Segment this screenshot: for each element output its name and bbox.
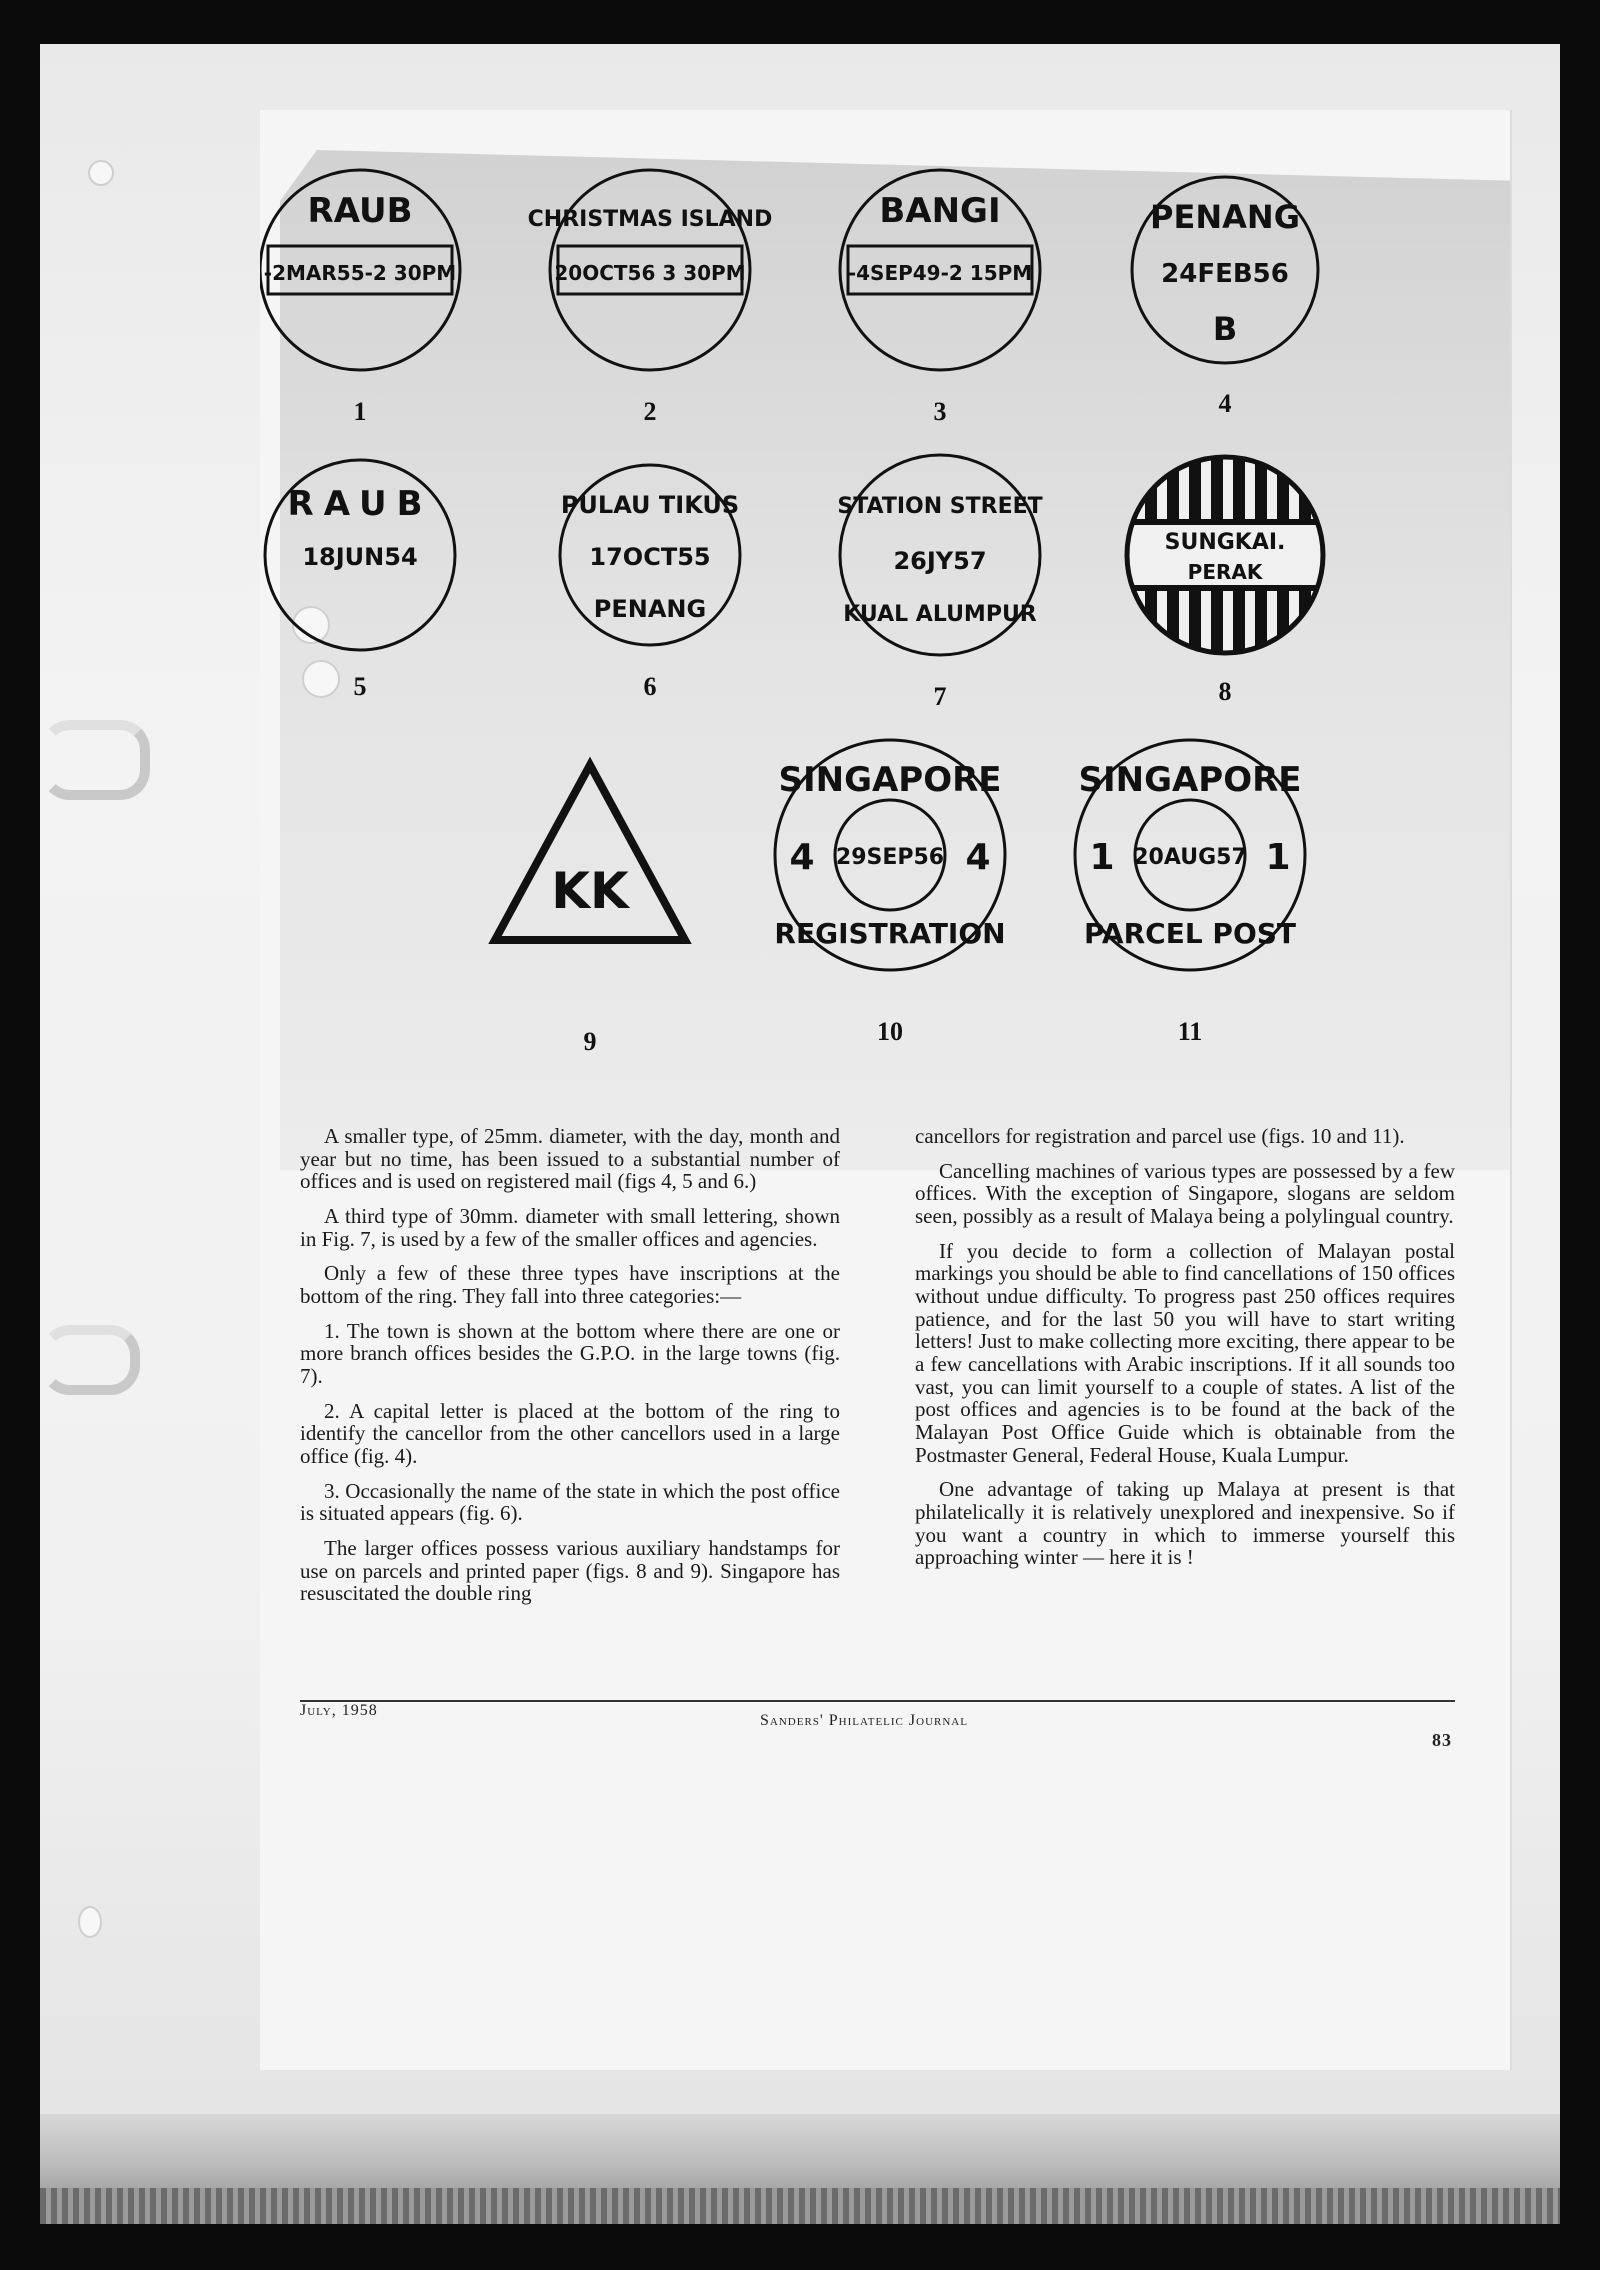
article-left-column xyxy=(300,1125,840,1617)
fig-6-state: PENANG xyxy=(593,595,707,623)
footer-journal: Sanders' Philatelic Journal xyxy=(760,1712,968,1729)
fig-8-state: PERAK xyxy=(1187,560,1263,584)
postmark-figures xyxy=(260,110,1510,1130)
postmark-fig-3 xyxy=(840,170,1040,426)
footer-rule xyxy=(300,1700,1455,1702)
postmark-fig-10 xyxy=(774,740,1005,1046)
fig-1-date: -2MAR55-2 30PM xyxy=(263,261,457,285)
postmark-svg xyxy=(260,110,1510,1130)
article-right-column xyxy=(915,1125,1455,1581)
fig-4-letter: B xyxy=(1212,310,1238,348)
paragraph: A smaller type, of 25mm. diameter, with the day, month and year but no time, has been issued to a substantial number of offices and is used on registered mail (figs 4, 5 and 6.) xyxy=(300,1124,840,1194)
paragraph: If you decide to form a collection of Malayan postal markings you should be able to find cancellations of 150 offices without undue difficulty. To progress past 250 offices requires patience, and for the last 50 you will have to start writing letters! Just to make collecting more exciting, there appear to be a few cancellations with Arabic inscriptions. If it all sounds too vast, you can limit yourself to a couple of states. A list of the post offices and agencies is to be found at the back of the Malayan Post Office Guide which is obtainable from the Postmaster General, Federal House, Kuala Lumpur. xyxy=(915,1238,1455,1467)
fig-5-number: 5 xyxy=(353,672,367,701)
fig-7-number: 7 xyxy=(933,682,947,711)
fig-11-top: SINGAPORE xyxy=(1078,760,1302,800)
postmark-fig-6 xyxy=(560,465,740,701)
paragraph: cancellors for registration and parcel use (figs. 10 and 11). xyxy=(915,1124,1405,1148)
fig-11-date: 20AUG57 xyxy=(1133,845,1247,870)
fig-11-number: 11 xyxy=(1177,1017,1203,1046)
fig-9-number: 9 xyxy=(583,1027,597,1056)
fig-3-number: 3 xyxy=(933,397,947,426)
fig-10-side-right: 4 xyxy=(965,837,991,878)
page-number: 83 xyxy=(1432,1730,1452,1750)
fig-8-number: 8 xyxy=(1218,677,1232,706)
fig-7-town: KUAL ALUMPUR xyxy=(843,602,1037,627)
postmark-fig-5 xyxy=(265,460,455,701)
paragraph: Cancelling machines of various types are possessed by a few offices. With the exception of Singapore, slogans are seldom seen, possibly as a result of Malaya being a polylingual country. xyxy=(915,1158,1455,1229)
postmark-fig-2 xyxy=(528,170,773,426)
fig-10-top: SINGAPORE xyxy=(778,760,1002,800)
fig-3-town: BANGI xyxy=(879,191,1001,231)
paragraph: The larger offices possess various auxiliary handstamps for use on parcels and printed paper (figs. 8 and 9). Singapore has resuscitated the double ring xyxy=(300,1536,840,1606)
fig-6-date: 17OCT55 xyxy=(589,543,711,571)
postmark-fig-11 xyxy=(1075,740,1305,1046)
postmark-fig-4 xyxy=(1132,177,1318,418)
fig-4-number: 4 xyxy=(1218,389,1232,418)
fig-5-date: 18JUN54 xyxy=(302,543,418,571)
footer-date: July, 1958 xyxy=(300,1702,378,1719)
paragraph: One advantage of taking up Malaya at present is that philatelically it is relatively unexplored and inexpensive. So if you want a country in which to immerse yourself this approaching winter — here it is ! xyxy=(915,1477,1455,1570)
fig-1-town: RAUB xyxy=(307,191,413,231)
fig-5-town: RAUB xyxy=(287,484,433,524)
fig-3-date: -4SEP49-2 15PM xyxy=(847,261,1033,285)
paragraph: A third type of 30mm. diameter with small lettering, shown in Fig. 7, is used by a few of the smaller offices and agencies. xyxy=(300,1204,840,1251)
list-item: 3. Occasionally the name of the state in which the post office is situated appears (fig. 6). xyxy=(300,1478,840,1526)
fig-2-date: 20OCT56 3 30PM xyxy=(554,261,746,285)
paragraph: Only a few of these three types have inscriptions at the bottom of the ring. They fall into three categories:— xyxy=(300,1261,840,1309)
binder-ring xyxy=(40,1325,140,1395)
fig-11-side-right: 1 xyxy=(1265,837,1291,878)
fig-10-bottom: REGISTRATION xyxy=(774,917,1006,950)
fig-10-side-left: 4 xyxy=(789,837,815,878)
fig-4-date: 24FEB56 xyxy=(1161,259,1289,289)
fig-8-town: SUNGKAI. xyxy=(1164,530,1286,555)
postmark-fig-9 xyxy=(495,765,685,1056)
punch-hole-top xyxy=(88,160,114,186)
fig-10-date: 29SEP56 xyxy=(835,845,945,870)
binder-ring xyxy=(40,720,150,800)
postmark-fig-7 xyxy=(837,455,1042,711)
fig-7-street: STATION STREET xyxy=(837,494,1043,519)
fig-10-number: 10 xyxy=(877,1017,903,1046)
sheet-edge-stack xyxy=(40,2188,1560,2224)
fig-7-date: 26JY57 xyxy=(893,547,987,575)
punch-hole-bottom xyxy=(78,1906,102,1938)
fig-2-town: CHRISTMAS ISLAND xyxy=(527,207,773,232)
fig-1-number: 1 xyxy=(353,397,367,426)
postmark-fig-8 xyxy=(1125,455,1325,706)
fig-4-town: PENANG xyxy=(1150,198,1300,236)
fig-11-bottom: PARCEL POST xyxy=(1083,917,1297,950)
fig-6-number: 6 xyxy=(643,672,657,701)
list-item: 2. A capital letter is placed at the bottom of the ring to identify the cancellor from the other cancellors used in a large office (fig. 4). xyxy=(300,1398,840,1469)
fig-6-town: PULAU TIKUS xyxy=(560,491,740,519)
fig-2-number: 2 xyxy=(643,397,657,426)
list-item: 1. The town is shown at the bottom where there are one or more branch offices besides the G.P.O. in the large towns (fig. 7). xyxy=(300,1318,840,1389)
fig-11-side-left: 1 xyxy=(1089,837,1115,878)
fig-9-mark: KK xyxy=(551,862,629,920)
postmark-fig-1 xyxy=(260,170,460,426)
